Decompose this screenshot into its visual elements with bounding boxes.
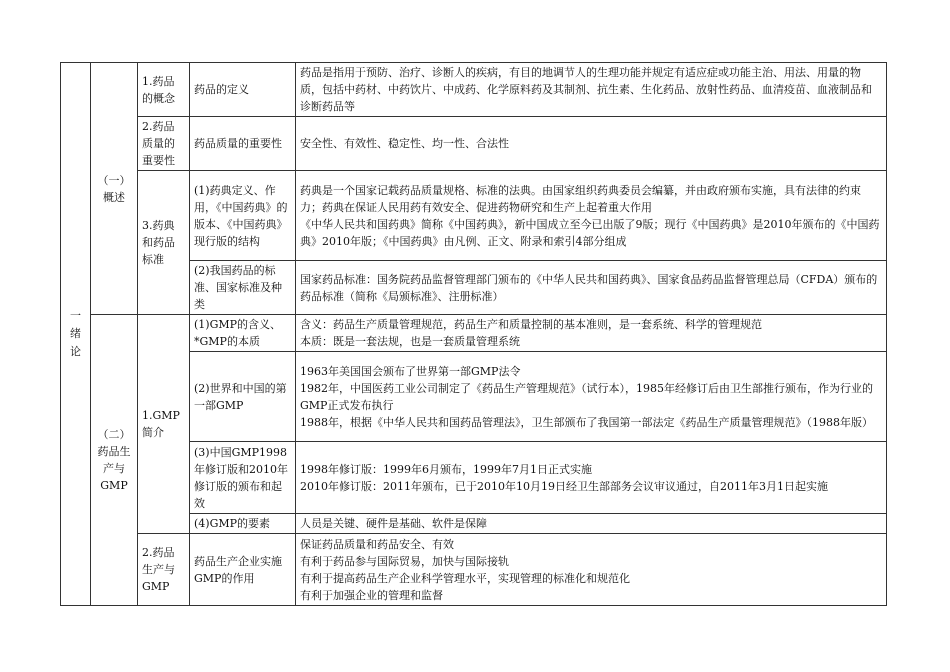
content-text: 安全性、有效性、稳定性、均一性、合法性 [300,137,509,150]
syllabus-table [60,62,887,606]
content-text: 有利于提高药品生产企业科学管理水平，实现管理的标准化和规范化 [300,571,630,585]
item-label: (4)GMP的要素 [194,517,271,530]
item-label: (3)中国GMP1998年修订版和2010年修订版的颁布和起效 [194,445,288,510]
subsection-label: 3.药典和药品标准 [142,219,175,266]
subsection-cell [138,63,190,117]
content-text: 1988年，根据《中华人民共和国药品管理法》，卫生部颁布了我国第一部法定《药品生产质量管理规范》（1988年版） [300,415,873,429]
subsection-cell [138,315,190,534]
content-text: 含义：药品生产质量管理规范，药品生产和质量控制的基本准则，是一套系统、科学的管理规范 [300,318,762,331]
content-cell [296,514,887,534]
section-cell [91,315,138,606]
content-text: 有利于药品参与国际贸易，加快与国际接轨 [300,554,509,568]
item-label: 药品生产企业实施GMP的作用 [194,554,282,585]
content-text: 1982年，中国医药工业公司制定了《药品生产管理规范》（试行本），1985年经修订后由卫生部推行颁布，作为行业的GMP正式发布执行 [300,381,873,412]
table-row [61,534,887,606]
content-text: 药典是一个国家记载药品质量规格、标准的法典。由国家组织药典委员会编纂，并由政府颁布实施，具有法律的约束力；药典在保证人民用药有效安全、促进药物研究和生产上起着重大作用 [300,183,861,214]
subsection-cell [138,171,190,315]
chapter-label: 一绪论 [70,309,81,358]
content-text: 人员是关键、硬件是基础、软件是保障 [300,517,487,530]
item-label: (1)药典定义、作用，《中国药典》的版本、《中国药典》现行版的结构 [194,183,288,248]
section-label: （一）概述 [97,173,131,204]
content-cell [296,63,887,117]
subsection-label: 1.GMP简介 [142,409,180,439]
content-text: 本质：既是一套法规，也是一套质量管理系统 [300,335,520,348]
content-cell [296,171,887,261]
table-row [61,117,887,171]
content-cell [296,534,887,606]
subsection-label: 2.药品质量的重要性 [142,120,175,167]
content-text: 2010年修订版：2011年颁布，已于2010年10月19日经卫生部部务会议审议通过，自2011年3月1日起实施 [300,479,828,493]
content-text: 1963年美国国会颁布了世界第一部GMP法令 [300,364,521,378]
content-text: 1998年修订版：1999年6月颁布，1999年7月1日正式实施 [300,462,592,476]
section-cell [91,63,138,315]
item-cell [190,352,296,442]
item-cell [190,514,296,534]
subsection-label: 2.药品生产与GMP [142,546,175,593]
content-text: 药品是指用于预防、治疗、诊断人的疾病，有目的地调节人的生理功能并规定有适应症或功能主治、用法、用量的物质，包括中药材、中药饮片、中成药、化学原料药及其制剂、抗生素、生化药品、放射性药品、血清疫苗、血液制品和诊断药品等 [300,66,872,113]
item-cell [190,442,296,514]
table-row [61,63,887,117]
chapter-cell [61,63,91,606]
content-cell [296,352,887,442]
content-text: 《中华人民共和国药典》简称《中国药典》，新中国成立至今已出版了9版；现行《中国药典》是2010年颁布的《中国药典》2010年版；《中国药典》由凡例、正文、附录和索引4部分组成 [300,217,880,248]
content-cell [296,117,887,171]
item-label: (2)世界和中国的第一部GMP [194,381,287,412]
subsection-cell [138,534,190,606]
content-cell [296,261,887,315]
table-row [61,171,887,261]
item-cell [190,261,296,315]
item-cell [190,315,296,352]
content-text: 国家药品标准：国务院药品监督管理部门颁布的《中华人民共和国药典》、国家食品药品监督管理总局（CFDA）颁布的药品标准（简称《局颁标准》、注册标准） [300,272,878,303]
item-cell [190,171,296,261]
content-text: 保证药品质量和药品安全、有效 [300,537,454,551]
item-cell [190,534,296,606]
content-cell [296,315,887,352]
item-label: (2)我国药品的标准、国家标准及种类 [194,264,282,311]
item-label: 药品的定义 [194,83,249,96]
content-text: 有利于加强企业的管理和监督 [300,588,443,602]
section-label: （二）药品生产与GMP [97,428,131,492]
item-cell [190,63,296,117]
table-row [61,315,887,352]
item-cell [190,117,296,171]
subsection-cell [138,117,190,171]
content-cell [296,442,887,514]
subsection-label: 1.药品的概念 [142,74,175,105]
item-label: (1)GMP的含义、*GMP的本质 [194,318,282,348]
item-label: 药品质量的重要性 [194,137,282,150]
